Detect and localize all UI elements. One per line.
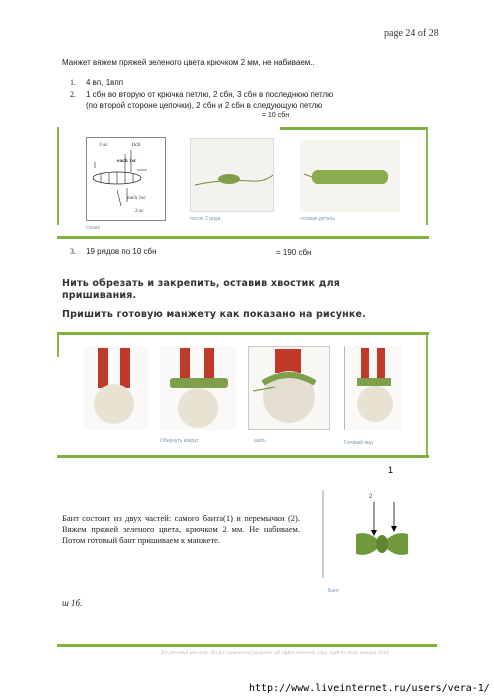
step-text: 19 рядов по 10 сбн	[86, 247, 157, 256]
scheme-label-each1sc-b: each 1sc	[127, 195, 146, 201]
photo-bow	[326, 500, 426, 582]
step-text: 1 сбн во вторую от крючка петлю, 2 сбн, 3 сбн в последнюю петлю	[86, 90, 334, 99]
footer-bar	[57, 644, 437, 647]
photo-step-b	[160, 346, 236, 430]
step-2-total: = 10 сбн	[262, 112, 290, 119]
caption-finished-look: Готовый вид	[344, 440, 373, 446]
frame2-left-line	[57, 335, 59, 357]
step-number: 3.	[70, 247, 76, 256]
instruction-bold-1: Нить обрезать и закрепить, оставив хвостик для	[62, 278, 341, 289]
step-2-continued: (по второй стороне цепочки), 2 сбн и 2 сбн в следующую петлю	[86, 101, 323, 110]
intro-text: Манжет вяжем пряжей зеленого цвета крючком 2 мм, не набиваем..	[62, 58, 315, 67]
frame2-right-line	[426, 335, 428, 455]
caption-after-row-2: после 2 ряда	[190, 216, 221, 222]
frame-top-bar	[280, 127, 428, 130]
caption-wrap-around: Обернуть вокруг	[160, 438, 199, 444]
step-text: 4 вп, 1впп	[86, 78, 124, 87]
photo-finished-part	[300, 140, 400, 212]
instruction-bold-2: пришивания.	[62, 290, 137, 301]
bow-divider	[322, 490, 324, 578]
frame2-bottom-bar	[57, 455, 429, 458]
scheme-diagram	[86, 137, 166, 221]
frame-right-line	[426, 127, 428, 225]
caption-scheme: схема	[86, 225, 100, 231]
scheme-label-1tch: 1tch	[131, 142, 141, 148]
caption-bow: Бант	[328, 588, 340, 594]
bow-description: Бант состоит из двух частей: самого банта(1) и перемычки (2). Вяжем пряжей зеленого цвета, крючком 2 мм. Не набиваем. Потом готовый бант пришиваем к манжете.	[62, 513, 300, 545]
photo-after-row-2	[190, 138, 274, 212]
scheme-label-2sc: 2 sc	[135, 208, 144, 214]
photo-step-a	[84, 346, 148, 430]
step-3	[70, 247, 157, 256]
scheme-label-3sc: 3 sc	[99, 142, 108, 148]
frame-bottom-bar	[57, 236, 429, 239]
frame2-top-bar	[57, 332, 429, 335]
caption-finished-part: готовая деталь	[300, 216, 335, 222]
bow-label-1: 1	[388, 465, 394, 475]
step-3-total: = 190 сбн	[276, 248, 312, 257]
step-number: 2.	[70, 90, 76, 99]
step-number: 1.	[70, 78, 76, 87]
frame-left-line	[57, 127, 59, 225]
step-1	[70, 78, 123, 87]
page-number: page 24 of 28	[384, 28, 439, 39]
instruction-bold-3: Пришить готовую манжету как показано на рисунке.	[62, 309, 367, 320]
photo-step-d	[344, 346, 402, 430]
step-end-label: ш 1б.	[62, 598, 83, 608]
footer-copyright: for personal use only. No for commercial purpose! all rights reserved. copy right by mala designs 2016	[161, 650, 389, 656]
step-2	[70, 90, 333, 99]
scheme-label-each1sc: each 1sc	[117, 158, 137, 164]
photo-step-c	[248, 346, 330, 430]
caption-sew: шить	[254, 438, 266, 444]
scheme-svg	[87, 138, 167, 222]
source-url: http://www.liveinternet.ru/users/vera-1/	[249, 683, 490, 694]
bow-label-2: 2	[369, 494, 373, 500]
